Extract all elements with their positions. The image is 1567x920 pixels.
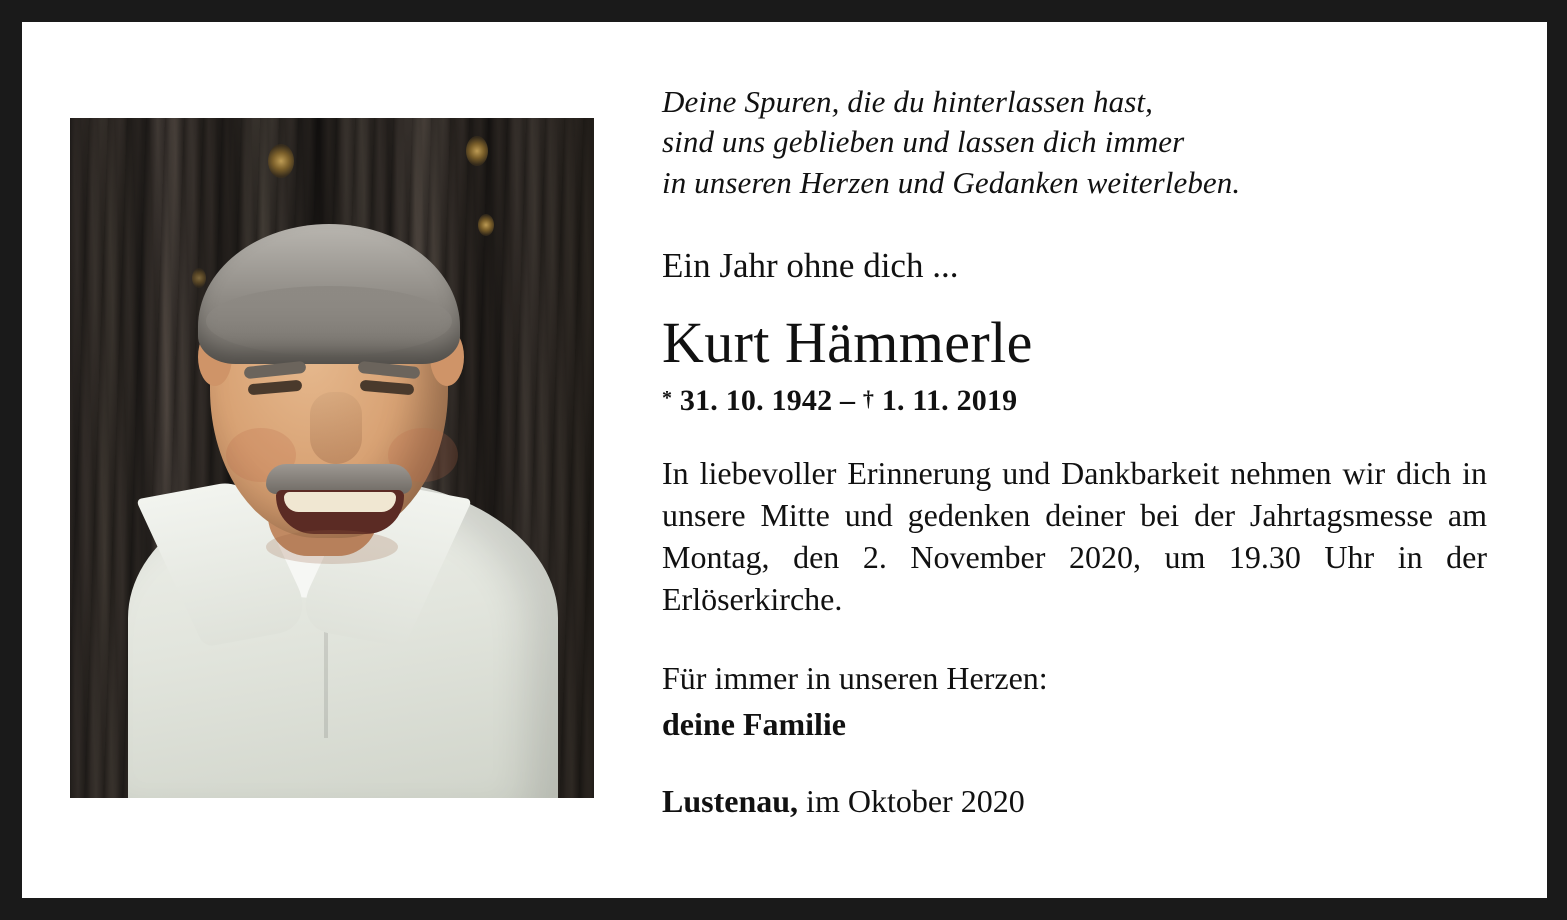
mouth [276, 490, 404, 534]
closing-line: Für immer in unseren Herzen: [662, 659, 1048, 696]
nose [310, 392, 362, 464]
place-date: im Oktober 2020 [798, 783, 1025, 820]
place-and-date [662, 781, 1487, 823]
verse-line-3: in unseren Herzen und Gedanken weiterleben. [662, 164, 1241, 200]
person-figure [70, 178, 594, 798]
chin [266, 530, 398, 564]
text-column [622, 22, 1547, 823]
verse-line-1: Deine Spuren, die du hinterlassen hast, [662, 84, 1153, 119]
death-date: 1. 11. 2019 [881, 383, 1018, 417]
memorial-body-text: In liebevoller Erinnerung und Dankbarkeit nehmen wir dich in unsere Mitte und gedenken deiner bei der Jahrtagsmesse am Montag, den 2. November 2020, um 19.30 Uhr in der Erlöserkirche. [662, 454, 1487, 618]
portrait-photo [70, 118, 594, 798]
notice-inner [22, 22, 1547, 898]
family-signature: deine Familie [662, 705, 846, 742]
date-separator: – [840, 383, 856, 417]
teeth [284, 492, 396, 512]
wood-knot-icon [466, 136, 488, 166]
wood-knot-icon [268, 144, 294, 178]
verse-line-2: sind uns geblieben und lassen dich immer [662, 124, 1185, 160]
cross-icon: † [862, 385, 875, 411]
birth-symbol: * [662, 386, 673, 409]
anniversary-subtitle: Ein Jahr ohne dich ... [662, 245, 959, 285]
memorial-verse [662, 82, 1487, 203]
life-dates [662, 384, 1487, 418]
birth-date: 31. 10. 1942 [679, 383, 833, 417]
photo-column [22, 22, 622, 798]
hair [198, 224, 460, 364]
closing-block [662, 657, 1487, 745]
deceased-name: Kurt Hämmerle [662, 309, 1033, 375]
place-city: Lustenau, [662, 783, 799, 820]
